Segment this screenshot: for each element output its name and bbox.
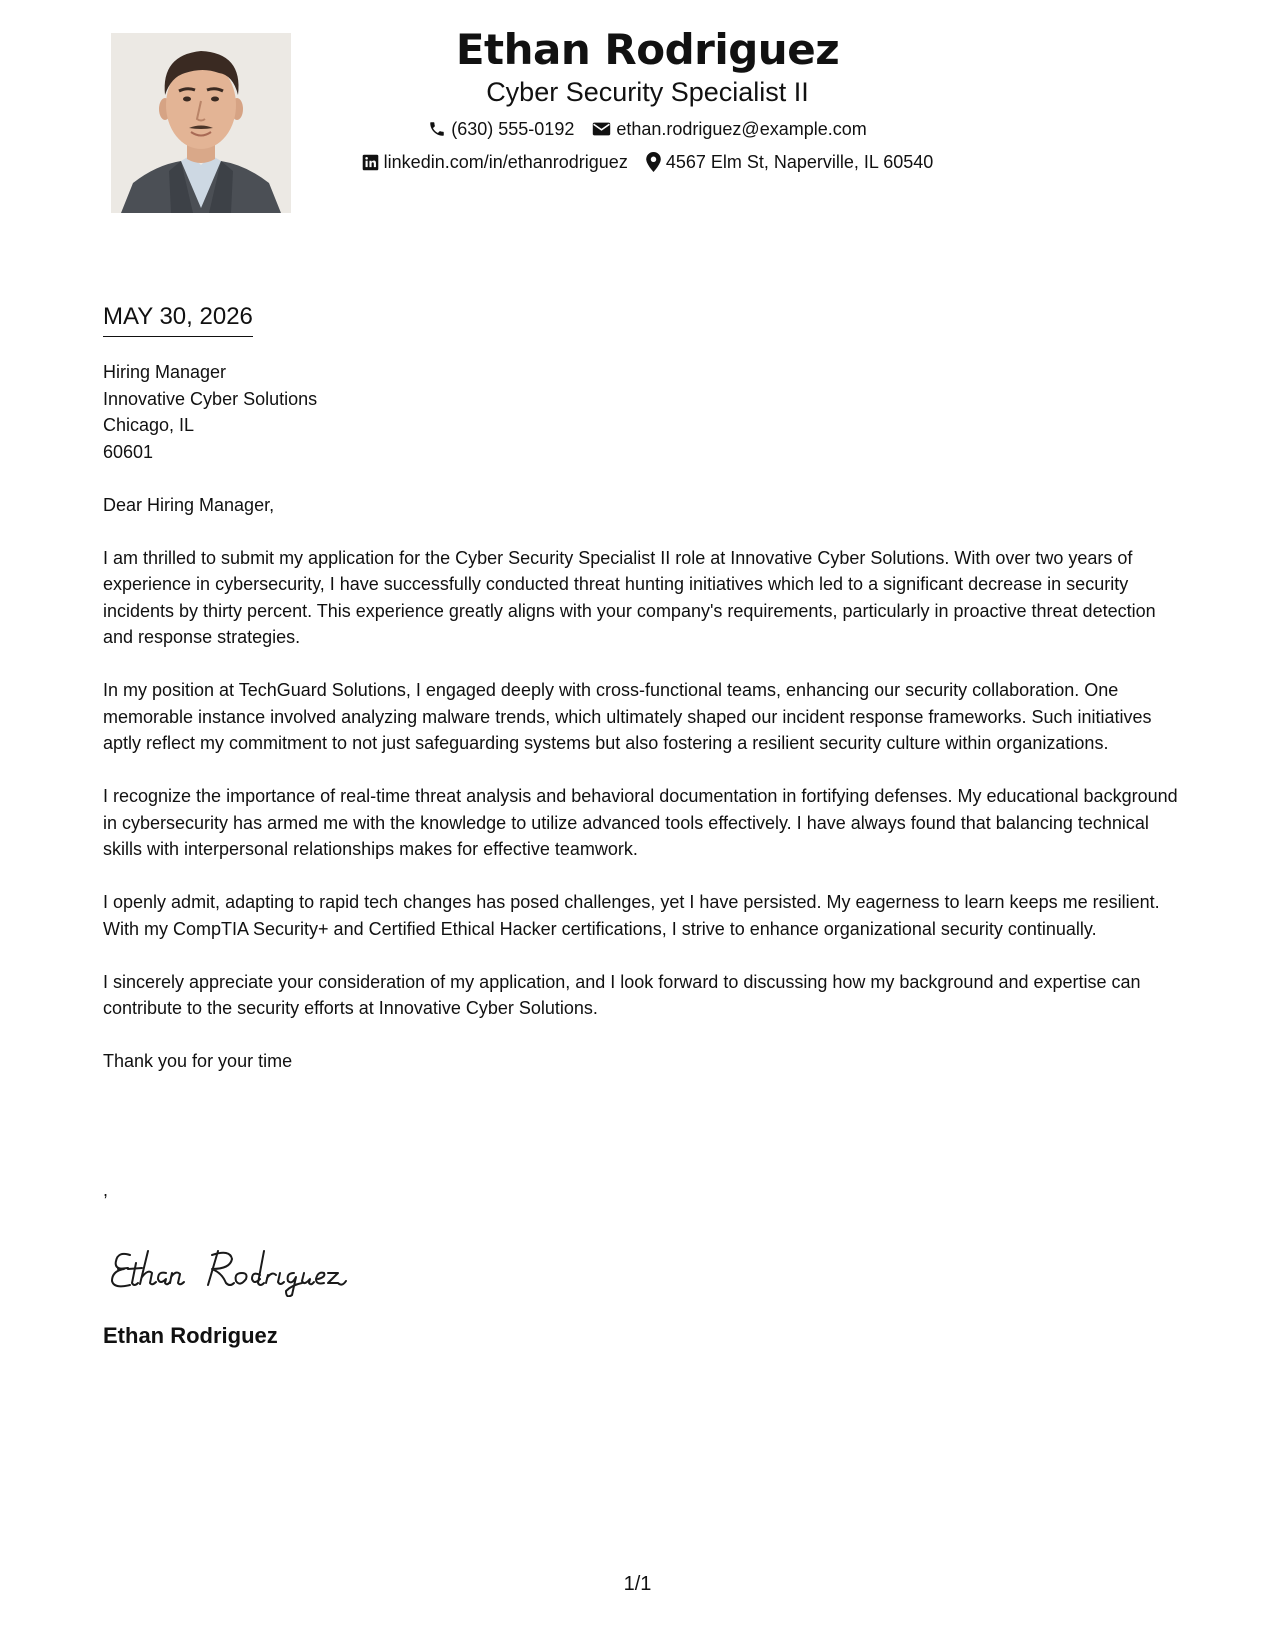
- linkedin-icon: [362, 154, 379, 171]
- linkedin-contact[interactable]: [362, 151, 628, 173]
- body-paragraph: I sincerely appreciate your consideration of my application, and I look forward to discussing how my background and expertise can contribute to the security efforts at Innovative Cyber Solutions.: [103, 971, 1141, 1018]
- resume-header: [300, 24, 995, 173]
- recipient-line: Chicago, IL: [103, 415, 195, 435]
- recipient-line: Hiring Manager: [103, 362, 227, 382]
- closing-line: Thank you for your time: [103, 1051, 293, 1071]
- map-pin-icon: [646, 152, 661, 172]
- profile-photo: [111, 33, 291, 213]
- linkedin-url: linkedin.com/in/ethanrodriguez: [383, 152, 628, 172]
- contact-row-secondary: [300, 151, 995, 173]
- letter-date: MAY 30, 2026: [103, 302, 253, 337]
- closing-comma: ,: [103, 1180, 109, 1200]
- page-number: 1/1: [623, 1573, 652, 1595]
- email-address: ethan.rodriguez@example.com: [616, 119, 867, 139]
- phone-icon: [428, 120, 446, 138]
- recipient-line: 60601: [103, 441, 154, 462]
- body-paragraph: In my position at TechGuard Solutions, I engaged deeply with cross-functional teams, enhancing our security collaboration. One memorable instance involved analyzing malware trends, which ultimately shaped our incident response frameworks. Such initiatives aptly reflect my commitment to not just safeguarding systems but also fostering a resilient security culture within organizations.: [103, 680, 1152, 753]
- email-contact[interactable]: [592, 118, 866, 140]
- body-paragraph: I openly admit, adapting to rapid tech changes has posed challenges, yet I have persisted. My eagerness to learn keeps me resilient. With my CompTIA Security+ and Certified Ethical Hacker certifications, I strive to enhance organizational security continually.: [103, 892, 1160, 939]
- recipient-block: [103, 359, 1183, 465]
- street-address: 4567 Elm St, Naperville, IL 60540: [665, 152, 934, 172]
- phone-number: (630) 555-0192: [451, 119, 575, 139]
- handwritten-signature: [108, 1237, 368, 1297]
- phone-contact[interactable]: [428, 118, 574, 140]
- letter-body: [103, 359, 1183, 1101]
- salutation: Dear Hiring Manager,: [103, 494, 275, 515]
- job-title: Cyber Security Specialist II: [486, 77, 809, 107]
- address-contact: [646, 151, 934, 173]
- signer-name: Ethan Rodriguez: [103, 1323, 278, 1348]
- recipient-line: Innovative Cyber Solutions: [103, 388, 318, 409]
- body-paragraph: I recognize the importance of real-time threat analysis and behavioral documentation in fortifying defenses. My educational background in cybersecurity has armed me with the knowledge to utilize advanced tools effectively. I have always found that balancing technical skills with interpersonal relationships makes for effective teamwork.: [103, 786, 1178, 859]
- contact-row-primary: [300, 118, 995, 140]
- applicant-name: Ethan Rodriguez: [455, 25, 840, 74]
- envelope-icon: [592, 121, 611, 137]
- body-paragraph: I am thrilled to submit my application for the Cyber Security Specialist II role at Innovative Cyber Solutions. With over two years of experience in cybersecurity, I have successfully conducted threat hunting initiatives which led to a significant decrease in security incidents by thirty percent. This experience greatly aligns with your company's requirements, particularly in proactive threat detection and response strategies.: [103, 547, 1156, 647]
